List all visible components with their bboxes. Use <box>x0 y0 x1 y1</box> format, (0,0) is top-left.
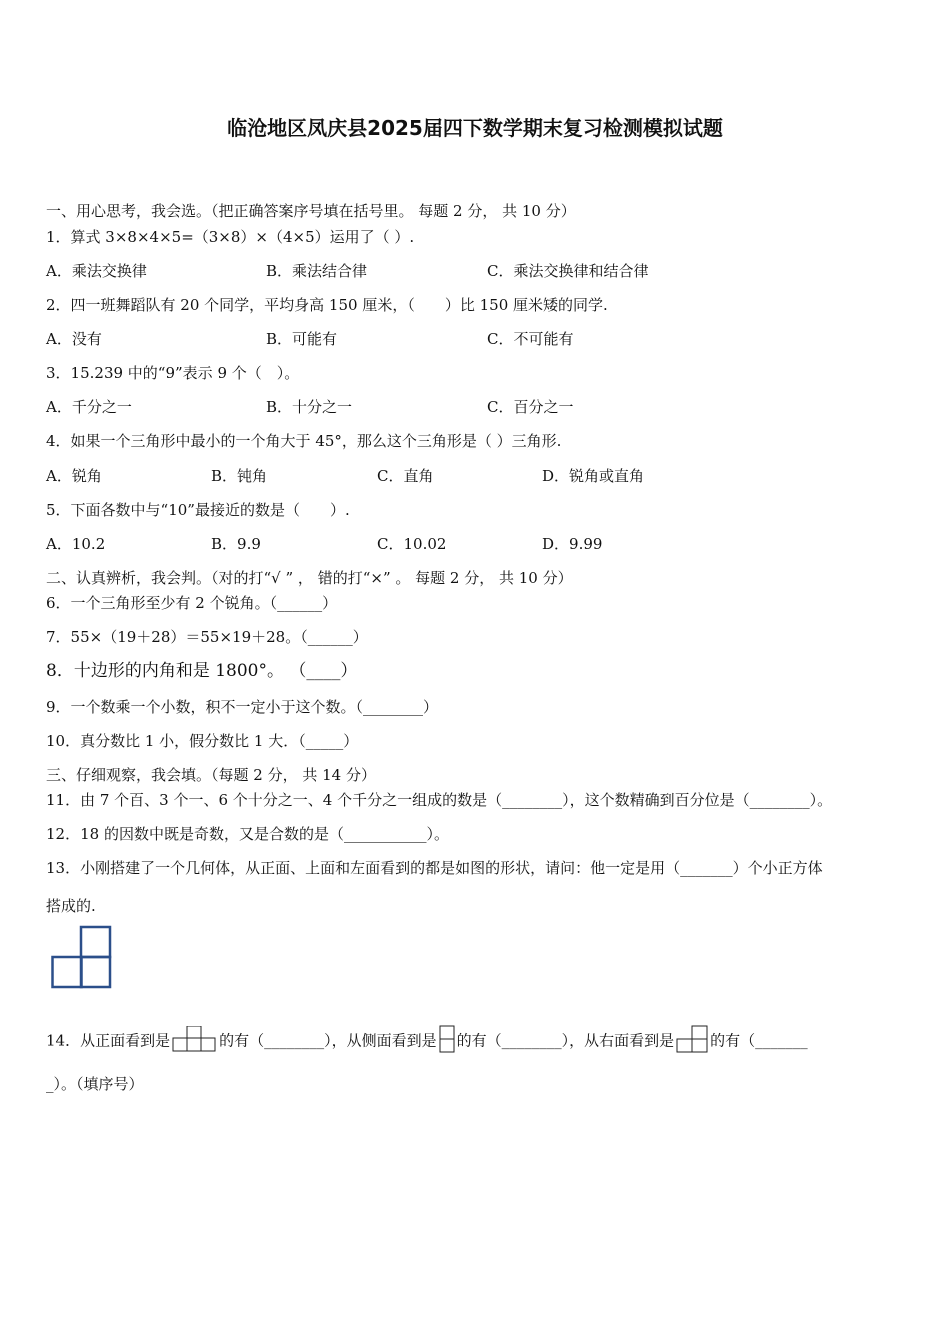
q1-option-a: A．乘法交换律 <box>46 262 147 280</box>
question-9: 9．一个数乘一个小数，积不一定小于这个数。（________） <box>46 698 439 716</box>
q2-option-c: C．不可能有 <box>487 330 574 348</box>
q14-text-front: 14．从正面看到是 <box>46 1031 171 1050</box>
question-14-line1 <box>46 1025 808 1058</box>
question-4: 4．如果一个三角形中最小的一个角大于 45°，那么这个三角形是（ ）三角形. <box>46 432 562 450</box>
q14-text-end: 的有（_______ <box>710 1031 808 1050</box>
q3-option-a: A．千分之一 <box>46 398 132 416</box>
question-13-line2: 搭成的. <box>46 897 96 915</box>
q3-option-b: B．十分之一 <box>266 398 353 416</box>
question-11: 11．由 7 个百、3 个一、6 个十分之一、4 个千分之一组成的数是（________），这个数精确到百分位是（________）。 <box>46 791 833 809</box>
q13-cube-view-figure <box>51 925 113 989</box>
section1-header: 一、用心思考，我会选。（把正确答案序号填在括号里。 每题 2 分， 共 10 分） <box>46 202 576 220</box>
q14-text-right: 的有（________），从右面看到是 <box>456 1031 675 1050</box>
question-10: 10．真分数比 1 小，假分数比 1 大．（_____） <box>46 732 359 750</box>
q5-option-c: C．10.02 <box>377 535 447 553</box>
q2-option-b: B．可能有 <box>266 330 338 348</box>
question-2: 2．四一班舞蹈队有 20 个同学，平均身高 150 厘米，（ ）比 150 厘米矮的同学. <box>46 296 608 314</box>
q1-option-c: C．乘法交换律和结合律 <box>487 262 649 280</box>
q4-option-b: B．钝角 <box>211 467 268 485</box>
front-view-icon <box>172 1026 217 1057</box>
question-14-line2: _）。（填序号） <box>46 1075 144 1093</box>
q5-option-a: A．10.2 <box>46 535 106 553</box>
q4-option-d: D．锐角或直角 <box>542 467 645 485</box>
q4-option-c: C．直角 <box>377 467 434 485</box>
right-view-icon <box>676 1025 708 1058</box>
q5-option-d: D．9.99 <box>542 535 603 553</box>
q14-text-side: 的有（________），从侧面看到是 <box>219 1031 437 1050</box>
question-3: 3．15.239 中的“9”表示 9 个（ ）。 <box>46 364 300 382</box>
q2-option-a: A．没有 <box>46 330 102 348</box>
q1-option-b: B．乘法结合律 <box>266 262 368 280</box>
side-view-icon <box>439 1025 455 1058</box>
section3-header: 三、仔细观察，我会填。（每题 2 分， 共 14 分） <box>46 766 376 784</box>
q3-option-c: C．百分之一 <box>487 398 574 416</box>
question-12: 12．18 的因数中既是奇数，又是合数的是（___________）。 <box>46 825 449 843</box>
question-1: 1．算式 3×8×4×5=（3×8）×（4×5）运用了（ ）. <box>46 228 415 246</box>
section2-header: 二、认真辨析，我会判。（对的打“√ ” ， 错的打“×” 。 每题 2 分， 共 10 分） <box>46 569 573 587</box>
question-6: 6．一个三角形至少有 2 个锐角。（______） <box>46 594 338 612</box>
question-8: 8．十边形的内角和是 1800°。 （____） <box>46 661 358 681</box>
page-title: 临沧地区凤庆县2025届四下数学期末复习检测模拟试题 <box>227 116 723 140</box>
question-7: 7．55×（19＋28）＝55×19＋28。（______） <box>46 628 368 646</box>
q4-option-a: A．锐角 <box>46 467 102 485</box>
question-13-line1: 13．小刚搭建了一个几何体，从正面、上面和左面看到的都是如图的形状，请问：他一定是用（_______）个小正方体 <box>46 859 823 877</box>
q5-option-b: B．9.9 <box>211 535 261 553</box>
question-5: 5．下面各数中与“10”最接近的数是（ ）. <box>46 501 350 519</box>
